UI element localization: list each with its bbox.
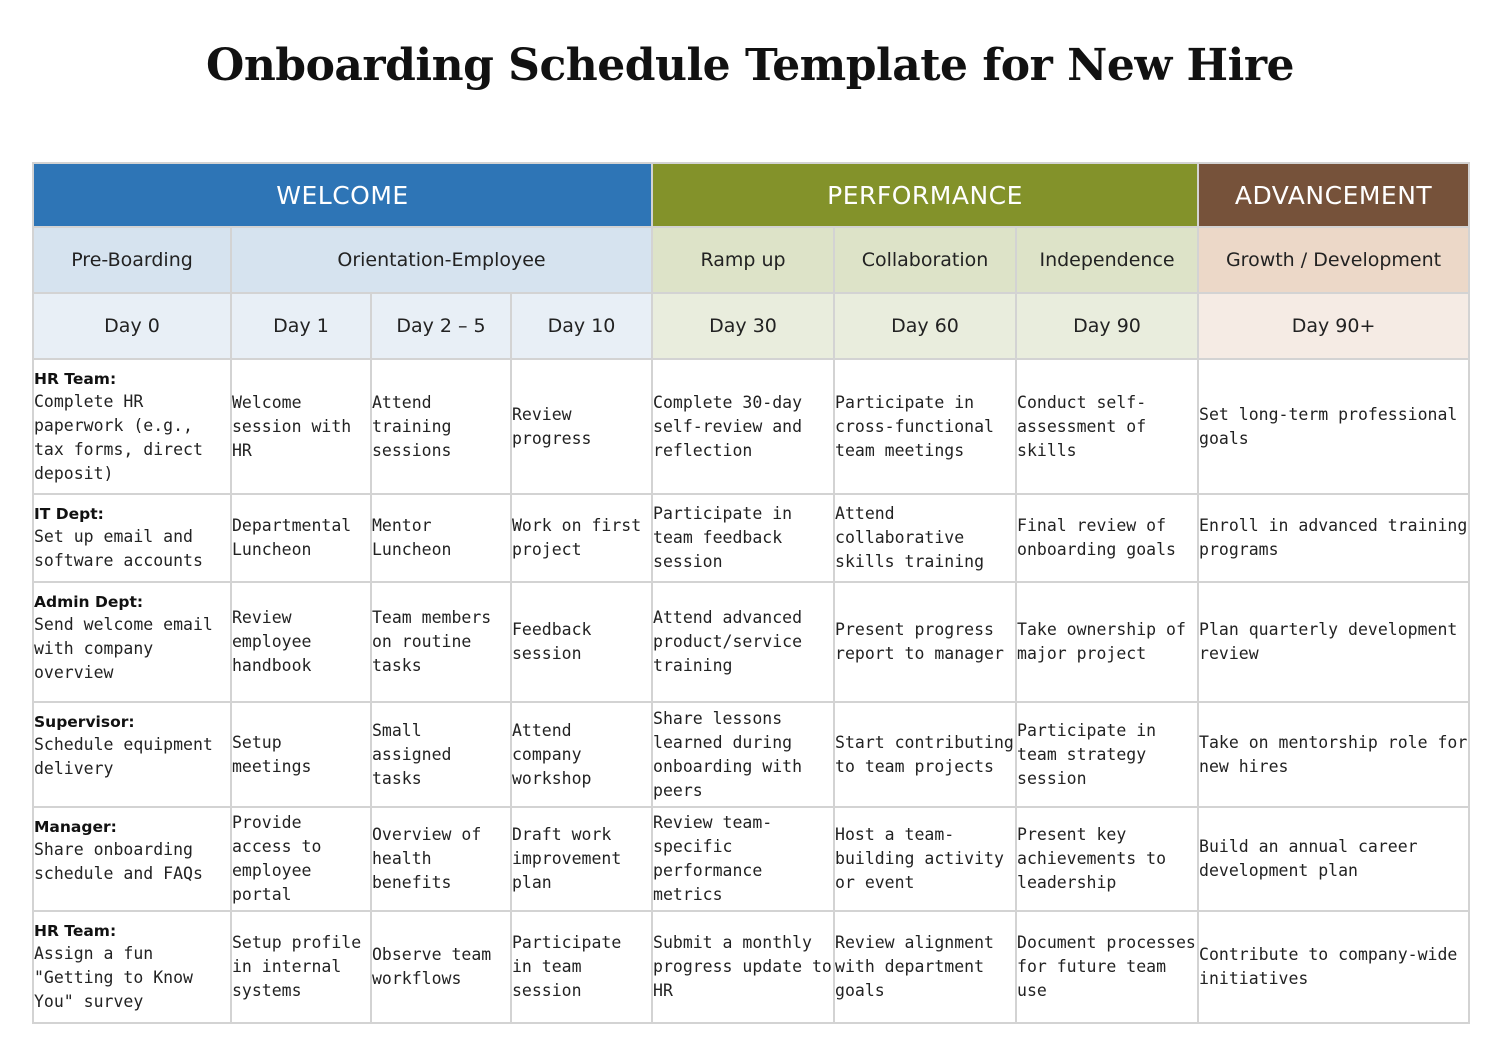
task-cell: Setup profile in internal systems (231, 911, 371, 1023)
task-cell: Work on first project (511, 494, 652, 582)
owner-cell (33, 494, 231, 582)
phase-independence: Independence (1016, 227, 1198, 293)
task-cell: Feedback session (511, 582, 652, 702)
task-cell: Participate in team session (511, 911, 652, 1023)
task-cell: Conduct self-assessment of skills (1016, 359, 1198, 494)
task-cell: Review team-specific performance metrics (652, 807, 834, 911)
owner-cell (33, 911, 231, 1023)
schedule-table (32, 162, 1470, 1024)
task-cell: Small assigned tasks (371, 702, 511, 807)
table-row (33, 494, 1469, 582)
phase-ramp-up: Ramp up (652, 227, 834, 293)
task-cell: Setup meetings (231, 702, 371, 807)
owner-label: Supervisor: (34, 713, 135, 731)
task-text: Share onboarding schedule and FAQs (34, 840, 203, 883)
task-cell: Attend company workshop (511, 702, 652, 807)
task-cell: Attend training sessions (371, 359, 511, 494)
phase-pre-boarding: Pre-Boarding (33, 227, 231, 293)
task-cell: Welcome session with HR (231, 359, 371, 494)
task-cell: Plan quarterly development review (1198, 582, 1469, 702)
phase-orientation: Orientation-Employee (231, 227, 652, 293)
phase-collaboration: Collaboration (834, 227, 1016, 293)
owner-label: HR Team: (34, 922, 117, 940)
task-cell: Enroll in advanced training programs (1198, 494, 1469, 582)
task-cell: Take on mentorship role for new hires (1198, 702, 1469, 807)
task-cell: Draft work improvement plan (511, 807, 652, 911)
section-welcome: WELCOME (33, 163, 652, 227)
owner-label: HR Team: (34, 370, 117, 388)
owner-label: Manager: (34, 818, 117, 836)
day-header: Day 1 (231, 293, 371, 359)
task-text: Complete HR paperwork (e.g., tax forms, direct deposit) (34, 392, 203, 483)
task-cell: Provide access to employee portal (231, 807, 371, 911)
task-text: Send welcome email with company overview (34, 615, 213, 682)
day-header: Day 30 (652, 293, 834, 359)
task-text: Schedule equipment delivery (34, 735, 213, 778)
day-header: Day 2 – 5 (371, 293, 511, 359)
table-row (33, 582, 1469, 702)
task-cell: Set long-term professional goals (1198, 359, 1469, 494)
page-title: Onboarding Schedule Template for New Hire (205, 40, 1295, 91)
owner-label: IT Dept: (34, 505, 104, 523)
table-row (33, 911, 1469, 1023)
task-cell: Observe team workflows (371, 911, 511, 1023)
task-cell: Review alignment with department goals (834, 911, 1016, 1023)
task-cell: Present key achievements to leadership (1016, 807, 1198, 911)
task-cell: Start contributing to team projects (834, 702, 1016, 807)
task-cell: Attend advanced product/service training (652, 582, 834, 702)
day-header: Day 0 (33, 293, 231, 359)
task-cell: Complete 30-day self-review and reflection (652, 359, 834, 494)
day-header: Day 60 (834, 293, 1016, 359)
task-cell: Share lessons learned during onboarding with peers (652, 702, 834, 807)
task-cell: Overview of health benefits (371, 807, 511, 911)
task-text: Assign a fun "Getting to Know You" survey (34, 944, 193, 1011)
owner-cell (33, 807, 231, 911)
task-cell: Participate in cross-functional team meetings (834, 359, 1016, 494)
day-header-row (33, 293, 1469, 359)
task-cell: Participate in team strategy session (1016, 702, 1198, 807)
task-cell: Attend collaborative skills training (834, 494, 1016, 582)
task-text: Set up email and software accounts (34, 527, 203, 570)
task-cell: Take ownership of major project (1016, 582, 1198, 702)
owner-cell (33, 702, 231, 807)
task-cell: Departmental Luncheon (231, 494, 371, 582)
task-cell: Contribute to company-wide initiatives (1198, 911, 1469, 1023)
table-row (33, 359, 1469, 494)
day-header: Day 10 (511, 293, 652, 359)
task-cell: Final review of onboarding goals (1016, 494, 1198, 582)
task-cell: Team members on routine tasks (371, 582, 511, 702)
table-row (33, 702, 1469, 807)
task-cell: Review employee handbook (231, 582, 371, 702)
owner-cell (33, 582, 231, 702)
task-cell: Present progress report to manager (834, 582, 1016, 702)
phase-header-row (33, 227, 1469, 293)
owner-cell (33, 359, 231, 494)
task-cell: Mentor Luncheon (371, 494, 511, 582)
task-cell: Document processes for future team use (1016, 911, 1198, 1023)
day-header: Day 90+ (1198, 293, 1469, 359)
section-performance: PERFORMANCE (652, 163, 1198, 227)
task-cell: Submit a monthly progress update to HR (652, 911, 834, 1023)
task-cell: Host a team-building activity or event (834, 807, 1016, 911)
task-cell: Participate in team feedback session (652, 494, 834, 582)
task-cell: Review progress (511, 359, 652, 494)
phase-growth: Growth / Development (1198, 227, 1469, 293)
section-advancement: ADVANCEMENT (1198, 163, 1469, 227)
section-header-row (33, 163, 1469, 227)
owner-label: Admin Dept: (34, 593, 144, 611)
day-header: Day 90 (1016, 293, 1198, 359)
task-cell: Build an annual career development plan (1198, 807, 1469, 911)
table-row (33, 807, 1469, 911)
